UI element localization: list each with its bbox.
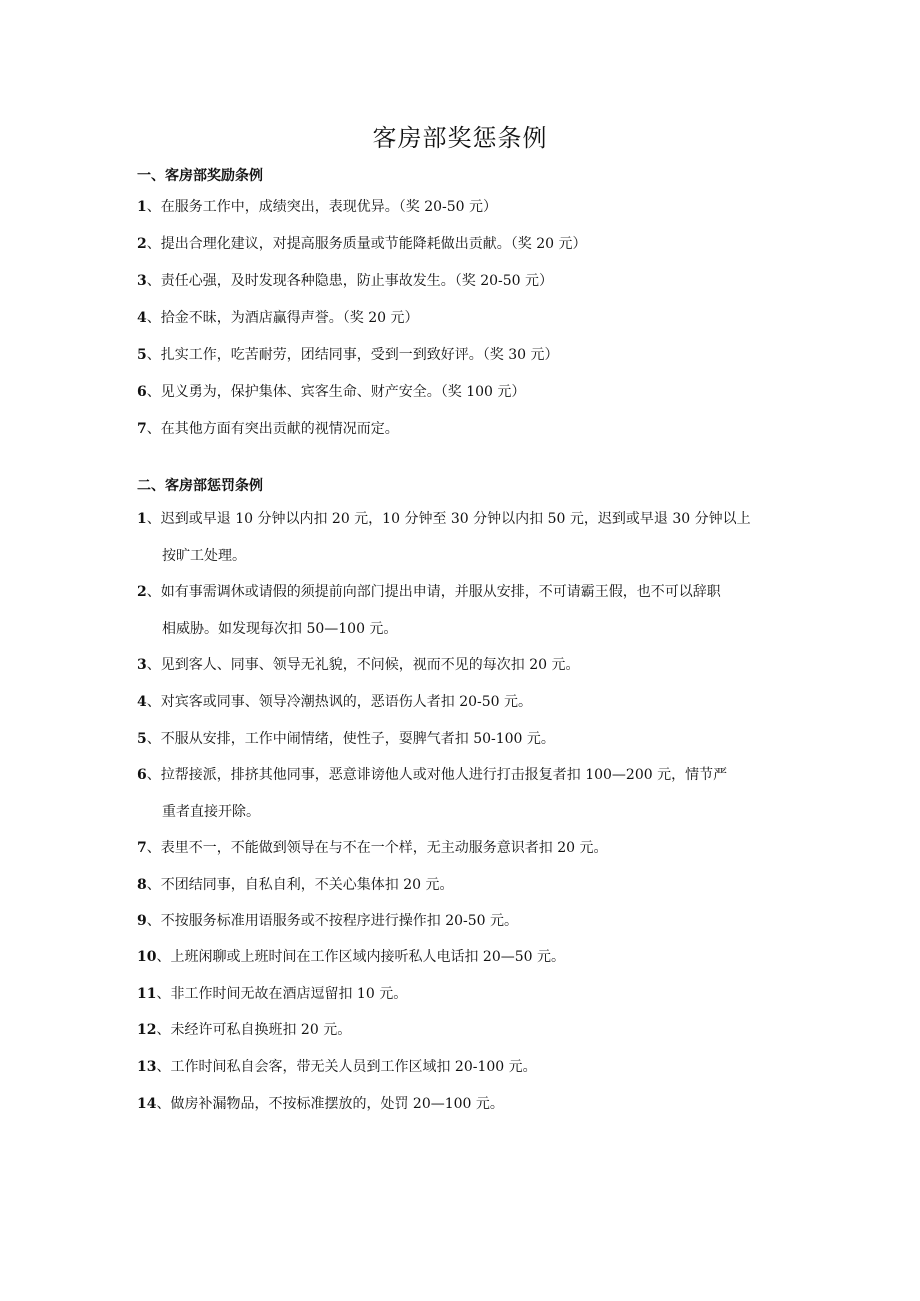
penalty-item <box>137 838 787 858</box>
item-number: 1 <box>137 511 147 527</box>
item-text: 、非工作时间无故在酒店逗留扣 10 元。 <box>156 986 408 1002</box>
penalty-item <box>137 582 787 637</box>
item-number: 6 <box>137 767 147 783</box>
penalty-item <box>137 984 787 1004</box>
reward-item <box>137 197 787 217</box>
item-text: 、对宾客或同事、领导冷潮热讽的，恶语伤人者扣 20-50 元。 <box>146 694 533 710</box>
item-number: 13 <box>137 1059 157 1075</box>
item-text: 、见义勇为，保护集体、宾客生命、财产安全。（奖 100 元） <box>146 384 526 400</box>
penalty-item <box>137 911 787 931</box>
item-text: 、扎实工作，吃苦耐劳，团结同事，受到一到致好评。（奖 30 元） <box>146 347 559 363</box>
item-text: 、提出合理化建议，对提高服务质量或节能降耗做出贡献。（奖 20 元） <box>146 236 587 252</box>
item-text: 、拾金不昧，为酒店赢得声誉。（奖 20 元） <box>146 310 419 326</box>
item-continuation: 按旷工处理。 <box>162 548 246 564</box>
item-text: 、做房补漏物品，不按标准摆放的，处罚 20—100 元。 <box>156 1096 504 1112</box>
item-number: 6 <box>137 384 147 400</box>
item-continuation: 重者直接开除。 <box>162 804 260 820</box>
item-text: 、迟到或早退 10 分钟以内扣 20 元，10 分钟至 30 分钟以内扣 50 元，迟到或早退 30 分钟以上 <box>146 511 751 527</box>
item-text: 、表里不一，不能做到领导在与不在一个样，无主动服务意识者扣 20 元。 <box>146 840 608 856</box>
document-title: 客房部奖惩条例 <box>372 124 548 152</box>
penalty-item <box>137 947 787 967</box>
item-number: 3 <box>137 657 147 673</box>
item-number: 5 <box>137 731 147 747</box>
item-number: 8 <box>137 877 147 893</box>
item-number: 5 <box>137 347 147 363</box>
penalty-item <box>137 1094 787 1114</box>
penalty-item <box>137 655 787 675</box>
reward-section-heading: 一、客房部奖励条例 <box>137 168 263 184</box>
item-number: 14 <box>137 1096 157 1112</box>
item-number: 11 <box>137 986 157 1002</box>
item-text: 、上班闲聊或上班时间在工作区域内接听私人电话扣 20—50 元。 <box>156 949 566 965</box>
item-number: 2 <box>137 236 147 252</box>
item-text: 、未经许可私自换班扣 20 元。 <box>156 1022 352 1038</box>
reward-item <box>137 345 787 365</box>
item-number: 1 <box>137 199 147 215</box>
item-text: 、不团结同事，自私自利，不关心集体扣 20 元。 <box>146 877 454 893</box>
item-number: 10 <box>137 949 157 965</box>
item-number: 3 <box>137 273 147 289</box>
reward-item <box>137 234 787 254</box>
item-number: 9 <box>137 913 147 929</box>
reward-item <box>137 382 787 402</box>
item-number: 7 <box>137 840 147 856</box>
item-number: 12 <box>137 1022 157 1038</box>
penalty-item <box>137 692 787 712</box>
penalty-item <box>137 1020 787 1040</box>
item-text: 、不服从安排，工作中闹情绪，使性子，耍脾气者扣 50-100 元。 <box>146 731 555 747</box>
item-text: 、工作时间私自会客，带无关人员到工作区域扣 20-100 元。 <box>156 1059 537 1075</box>
reward-item <box>137 271 787 291</box>
penalty-item <box>137 1057 787 1077</box>
reward-item <box>137 419 787 439</box>
item-number: 4 <box>137 310 147 326</box>
penalty-section-heading: 二、客房部惩罚条例 <box>137 478 263 494</box>
item-text: 、不按服务标准用语服务或不按程序进行操作扣 20-50 元。 <box>146 913 519 929</box>
item-number: 2 <box>137 584 147 600</box>
item-number: 4 <box>137 694 147 710</box>
item-text: 、责任心强，及时发现各种隐患，防止事故发生。（奖 20-50 元） <box>146 273 554 289</box>
item-text: 、如有事需调休或请假的须提前向部门提出申请，并服从安排，不可请霸王假，也不可以辞职 <box>146 584 721 600</box>
penalty-item <box>137 729 787 749</box>
item-number: 7 <box>137 421 147 437</box>
item-continuation: 相威胁。如发现每次扣 50—100 元。 <box>162 621 398 637</box>
penalty-item <box>137 765 787 820</box>
item-text: 、在服务工作中，成绩突出，表现优异。（奖 20-50 元） <box>146 199 498 215</box>
reward-item <box>137 308 787 328</box>
penalty-item <box>137 875 787 895</box>
penalty-item <box>137 509 787 564</box>
item-text: 、见到客人、同事、领导无礼貌，不问候，视而不见的每次扣 20 元。 <box>146 657 580 673</box>
item-text: 、在其他方面有突出贡献的视情况而定。 <box>146 421 399 437</box>
item-text: 、拉帮接派，排挤其他同事，恶意诽谤他人或对他人进行打击报复者扣 100—200 元，情节严 <box>146 767 728 783</box>
